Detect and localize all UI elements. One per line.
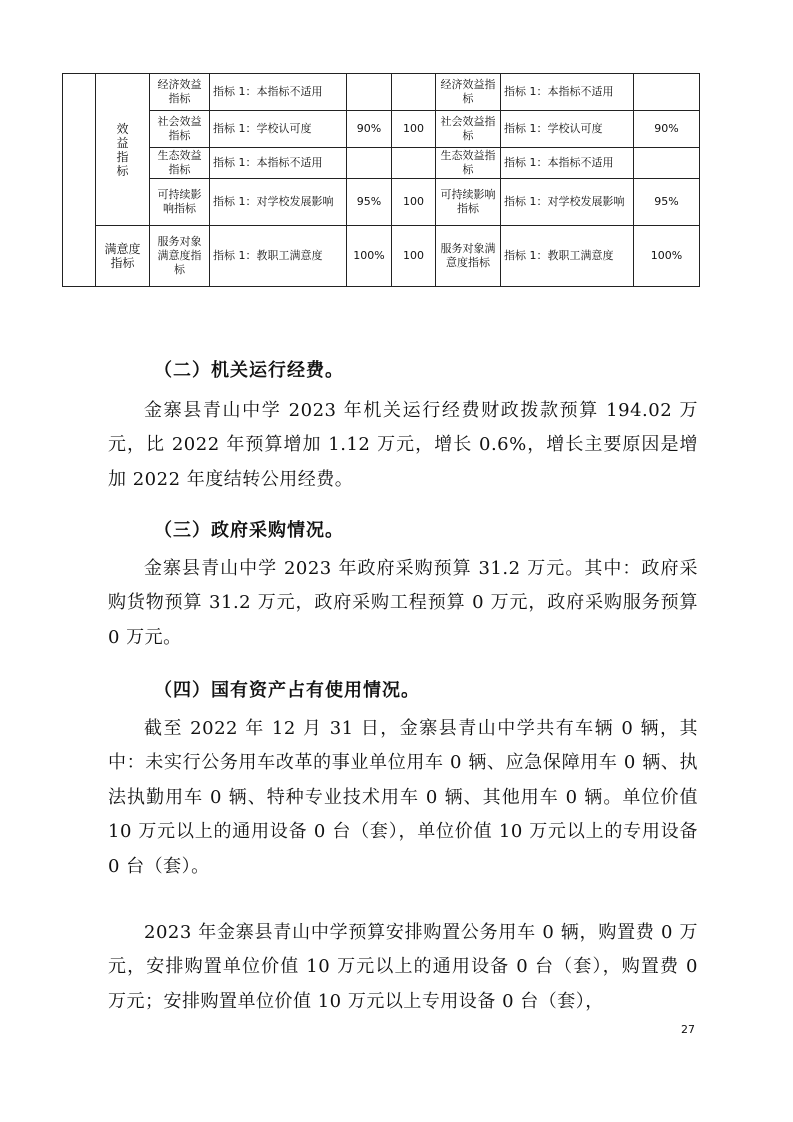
section-2-paragraph: 金寨县青山中学 2023 年机关运行经费财政拨款预算 194.02 万元，比 2022 年预算增加 1.12 万元，增长 0.6%，增长主要原因是增加 2022 年度结转公用经费。 <box>108 400 698 490</box>
value-right: 90% <box>634 111 700 148</box>
value-right: 95% <box>634 179 700 226</box>
indicator-left: 指标 1：教职工满意度 <box>210 226 347 287</box>
section-4-paragraph-2: 2023 年金寨县青山中学预算安排购置公务用车 0 辆，购置费 0 万元，安排购置单位价值 10 万元以上的通用设备 0 台（套），购置费 0 万元；安排购置单位价值 10 万元以上专用设备 0 台（套）， <box>108 922 698 1012</box>
value-right: 100% <box>634 226 700 287</box>
sub-indicator-right: 可持续影响指标 <box>436 179 501 226</box>
value-right <box>634 148 700 179</box>
sub-indicator-left: 社会效益指标 <box>150 111 210 148</box>
score-left: 100 <box>392 179 436 226</box>
sub-indicator-left: 经济效益指标 <box>150 74 210 111</box>
indicator-right: 指标 1：对学校发展影响 <box>501 179 634 226</box>
table-row <box>63 179 700 226</box>
indicator-right: 指标 1：教职工满意度 <box>501 226 634 287</box>
page-number: 27 <box>681 1023 695 1036</box>
value-left: 95% <box>347 179 392 226</box>
sub-indicator-right: 社会效益指标 <box>436 111 501 148</box>
value-right <box>634 74 700 111</box>
table-row <box>63 111 700 148</box>
score-left <box>392 74 436 111</box>
indicator-right: 指标 1：本指标不适用 <box>501 74 634 111</box>
indicator-right: 指标 1：本指标不适用 <box>501 148 634 179</box>
value-left <box>347 74 392 111</box>
table-row <box>63 74 700 111</box>
score-left: 100 <box>392 226 436 287</box>
value-left <box>347 148 392 179</box>
category-benefit: 效益指标 <box>96 74 150 226</box>
category-satisfaction: 满意度指标 <box>96 226 150 287</box>
indicator-left: 指标 1：对学校发展影响 <box>210 179 347 226</box>
sub-indicator-left: 生态效益指标 <box>150 148 210 179</box>
sub-indicator-right: 服务对象满意度指标 <box>436 226 501 287</box>
performance-table <box>62 73 700 287</box>
section-3-paragraph: 金寨县青山中学 2023 年政府采购预算 31.2 万元。其中：政府采购货物预算 31.2 万元，政府采购工程预算 0 万元，政府采购服务预算 0 万元。 <box>108 558 698 648</box>
section-3-title: （三）政府采购情况。 <box>154 520 344 541</box>
sub-indicator-right: 生态效益指标 <box>436 148 501 179</box>
blank-left-cell <box>63 74 96 287</box>
indicator-left: 指标 1：学校认可度 <box>210 111 347 148</box>
indicator-left: 指标 1：本指标不适用 <box>210 74 347 111</box>
value-left: 100% <box>347 226 392 287</box>
indicator-left: 指标 1：本指标不适用 <box>210 148 347 179</box>
sub-indicator-left: 服务对象满意度指标 <box>150 226 210 287</box>
value-left: 90% <box>347 111 392 148</box>
section-4-title: （四）国有资产占有使用情况。 <box>154 680 420 701</box>
sub-indicator-right: 经济效益指标 <box>436 74 501 111</box>
score-left: 100 <box>392 111 436 148</box>
section-4-paragraph-1: 截至 2022 年 12 月 31 日，金寨县青山中学共有车辆 0 辆，其中：未实行公务用车改革的事业单位用车 0 辆、应急保障用车 0 辆、执法执勤用车 0 辆、特种专业技术用车 0 辆、其他用车 0 辆。单位价值 10 万元以上的通用设备 0 台（套），单位价值 10 万元以上的专用设备 0 台（套）。 <box>108 718 698 877</box>
sub-indicator-left: 可持续影响指标 <box>150 179 210 226</box>
table-row <box>63 226 700 287</box>
indicator-right: 指标 1：学校认可度 <box>501 111 634 148</box>
section-2-title: （二）机关运行经费。 <box>154 360 344 381</box>
score-left <box>392 148 436 179</box>
table-row <box>63 148 700 179</box>
